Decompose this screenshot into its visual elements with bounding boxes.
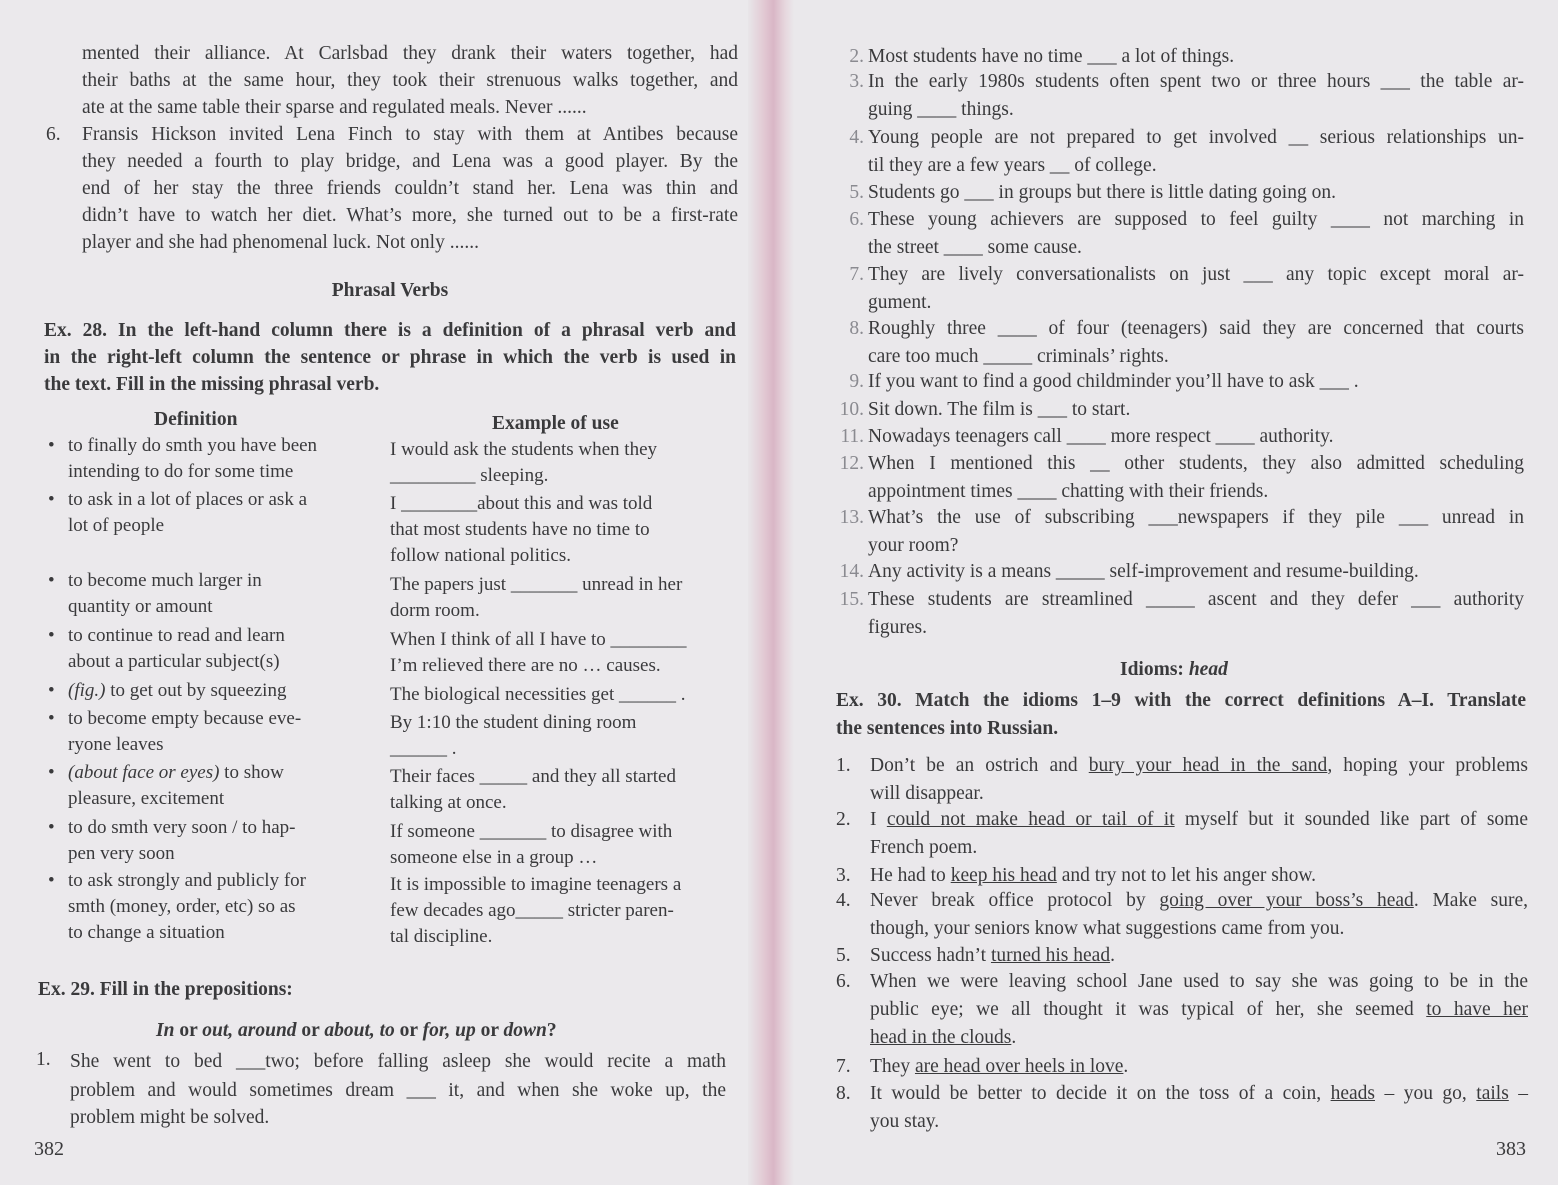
idiom-phrase: heads [1330, 1083, 1375, 1104]
item-line: What’s the use of subscribing ___newspapers if they pile ___ unread in [868, 507, 1524, 528]
idiom-number: 1. [836, 755, 851, 776]
item-number: 7. [849, 264, 864, 285]
item-1-line: problem might be solved. [70, 1107, 270, 1128]
idiom-number: 2. [836, 809, 851, 830]
idiom-number: 4. [836, 890, 851, 911]
idiom-text: and try not to let his anger show. [1056, 865, 1317, 886]
idiom-text: – you go, [1374, 1083, 1477, 1104]
example-line: I would ask the students when they [390, 439, 658, 460]
idiom-phrase: keep his head [950, 865, 1057, 886]
definition-cell [48, 568, 352, 620]
example-cell [390, 819, 726, 871]
idiom-line [870, 862, 1316, 889]
item-6-line: player and she had phenomenal luck. Not only ...... [82, 232, 479, 253]
idiom-phrase: turned his head [990, 945, 1111, 966]
idiom-text: . [1123, 1056, 1129, 1077]
bullet-icon: • [48, 489, 55, 510]
item-line: Young people are not prepared to get involved __ serious relationships un- [868, 127, 1524, 148]
column-header-definition: Definition [154, 409, 238, 430]
example-line: It is impossible to imagine teenagers a [390, 874, 682, 895]
definition-label: (fig.) [68, 680, 106, 701]
item-number: 6. [849, 209, 864, 230]
idiom-phrase: head in the clouds [870, 1027, 1012, 1048]
example-line: ______ . [390, 738, 457, 759]
definition-label: (about face or eyes) [68, 762, 220, 783]
definition-cell [48, 487, 352, 539]
idiom-line [870, 1024, 1016, 1051]
definition-line: to ask strongly and publicly for [68, 870, 306, 891]
section-heading-phrasal-verbs: Phrasal Verbs [331, 280, 449, 301]
bullet-icon: • [48, 625, 55, 646]
ex28-instruction: the text. Fill in the missing phrasal verb. [44, 374, 380, 395]
item-line: These young achievers are supposed to feel guilty ____ not marching in [868, 209, 1524, 230]
idiom-line: will disappear. [870, 783, 984, 804]
item-line: Roughly three ____ of four (teenagers) said they are concerned that courts [868, 318, 1524, 339]
bullet-icon: • [48, 435, 55, 456]
idiom-line [870, 1053, 1128, 1080]
item-number: 2. [849, 46, 864, 67]
idiom-text: . [1110, 945, 1115, 966]
bullet-icon: • [48, 570, 55, 591]
example-line: If someone _______ to disagree with [390, 821, 673, 842]
example-line: I ________about this and was told [390, 493, 653, 514]
item-number: 15. [839, 589, 864, 610]
example-line: tal discipline. [390, 926, 493, 947]
item-6-line: Fransis Hickson invited Lena Finch to stay with them at Antibes because [82, 124, 738, 145]
item-line: Any activity is a means _____ self-improvement and resume-building. [868, 561, 1419, 582]
definition-line: quantity or amount [68, 596, 213, 617]
idiom-number: 6. [836, 971, 851, 992]
item-line: gument. [868, 292, 932, 313]
idiom-text: . [1011, 1027, 1017, 1048]
definition-line: smth (money, order, etc) so as [68, 896, 296, 917]
example-cell [390, 572, 726, 624]
definition-line: pleasure, excitement [68, 788, 225, 809]
example-cell [390, 682, 726, 708]
definition-line: to ask in a lot of places or ask a [68, 489, 308, 510]
definition-line: (about face or eyes) to show [68, 762, 284, 783]
idiom-line [870, 1080, 1528, 1107]
idiom-text: When we were leaving school Jane used to say she was going to be in the [870, 971, 1528, 992]
book-spine [748, 0, 794, 1185]
page-number-left: 382 [34, 1138, 64, 1160]
page-number-right: 383 [1496, 1138, 1526, 1160]
example-line: talking at once. [390, 792, 507, 813]
idiom-phrase: going over your boss’s head [1159, 890, 1414, 911]
definition-line: to do smth very soon / to hap- [68, 817, 296, 838]
ex30-instruction: the sentences into Russian. [836, 718, 1059, 739]
item-number: 10. [839, 399, 864, 420]
item-number: 5. [849, 182, 864, 203]
idiom-text: Success hadn’t [870, 945, 991, 966]
definition-line: ryone leaves [68, 734, 164, 755]
item-line: Nowadays teenagers call ____ more respect ____ authority. [868, 426, 1334, 447]
idiom-number: 3. [836, 865, 851, 886]
ex28-instruction: Ex. 28. In the left-hand column there is a definition of a phrasal verb and [44, 320, 736, 341]
example-line: few decades ago_____ stricter paren- [390, 900, 674, 921]
idiom-line [870, 806, 1528, 833]
item-number: 4. [849, 127, 864, 148]
idiom-line [870, 887, 1528, 914]
item-number: 12. [839, 453, 864, 474]
ex28-instruction: in the right-left column the sentence or phrase in which the verb is used in [44, 347, 736, 368]
item-6-line: end of her stay the three friends couldn’t stand her. Lena was thin and [82, 178, 738, 199]
definition-line: to become empty because eve- [68, 708, 302, 729]
item-number: 1. [36, 1049, 51, 1070]
idiom-number: 8. [836, 1083, 851, 1104]
idiom-line [870, 942, 1115, 969]
item-line: These students are streamlined _____ ascent and they defer ___ authority [868, 589, 1524, 610]
item-number: 13. [839, 507, 864, 528]
item-6-line: they needed a fourth to play bridge, and Lena was a good player. By the [82, 151, 738, 172]
idiom-line: though, your seniors know what suggestions came from you. [870, 918, 1345, 939]
item-line: They are lively conversationalists on just ___ any topic except moral ar- [868, 264, 1524, 285]
example-line: that most students have no time to [390, 519, 650, 540]
item-line: Sit down. The film is ___ to start. [868, 399, 1131, 420]
item-1-line: problem and would sometimes dream ___ it, and when she woke up, the [70, 1080, 726, 1101]
definition-line: about a particular subject(s) [68, 651, 280, 672]
example-cell [390, 491, 726, 569]
example-cell [390, 437, 726, 489]
idiom-phrase: are head over heels in love [914, 1056, 1124, 1077]
example-cell [390, 872, 726, 950]
example-cell [390, 764, 726, 816]
idiom-number: 7. [836, 1056, 851, 1077]
example-line: The papers just _______ unread in her [390, 574, 683, 595]
item-line: guing ____ things. [868, 99, 1014, 120]
continuation-line: ate at the same table their sparse and regulated meals. Never ...... [82, 97, 587, 118]
definition-line: intending to do for some time [68, 461, 294, 482]
example-line: The biological necessities get ______ . [390, 684, 686, 705]
example-line: someone else in a group … [390, 847, 598, 868]
definition-line: to continue to read and learn [68, 625, 285, 646]
item-line: When I mentioned this __ other students, they also admitted scheduling [868, 453, 1524, 474]
idiom-number: 5. [836, 945, 851, 966]
idiom-text: , hoping your problems [1327, 755, 1528, 776]
example-line: When I think of all I have to ________ [390, 629, 687, 650]
item-number: 14. [839, 561, 864, 582]
item-6-line: didn’t have to watch her diet. What’s more, she turned out to be a first-rate [82, 205, 738, 226]
item-line: care too much _____ criminals’ rights. [868, 346, 1169, 367]
idiom-text: – [1508, 1083, 1529, 1104]
continuation-line: mented their alliance. At Carlsbad they drank their waters together, had [82, 43, 738, 64]
example-line: dorm room. [390, 600, 480, 621]
bullet-icon: • [48, 762, 55, 783]
bullet-icon: • [48, 680, 55, 701]
idiom-phrase: to have her [1426, 999, 1528, 1020]
idiom-line [870, 968, 1528, 995]
item-line: appointment times ____ chatting with their friends. [868, 481, 1269, 502]
ex29-instruction: Ex. 29. Fill in the prepositions: [38, 979, 293, 1000]
idiom-line: French poem. [870, 837, 978, 858]
definition-line: to become much larger in [68, 570, 262, 591]
item-line: the street ____ some cause. [868, 237, 1082, 258]
item-line: til they are a few years __ of college. [868, 155, 1157, 176]
bullet-icon: • [48, 817, 55, 838]
item-line: If you want to find a good childminder you’ll have to ask ___ . [868, 371, 1359, 392]
idiom-phrase: bury your head in the sand [1088, 755, 1328, 776]
idiom-text: Never break office protocol by [870, 890, 1160, 911]
idiom-text: They [870, 1056, 915, 1077]
continuation-line: their baths at the same hour, they took their strenuous walks together, and [82, 70, 738, 91]
item-number: 9. [849, 371, 864, 392]
ex29-subtitle: In or out, around or about, to or for, up or down? [156, 1020, 557, 1041]
idiom-phrase: tails [1476, 1083, 1509, 1104]
idiom-text: . Make sure, [1413, 890, 1528, 911]
example-line: follow national politics. [390, 545, 572, 566]
idiom-text: myself but it sounded like part of some [1174, 809, 1528, 830]
example-line: Their faces _____ and they all started [390, 766, 676, 787]
example-line: I’m relieved there are no … causes. [390, 655, 661, 676]
item-number: 3. [849, 71, 864, 92]
idiom-phrase: could not make head or tail of it [886, 809, 1175, 830]
definition-line: lot of people [68, 515, 165, 536]
definition-line: (fig.) to get out by squeezing [68, 680, 287, 701]
item-1-line: She went to bed ___two; before falling asleep she would recite a math [70, 1051, 726, 1072]
idiom-line [870, 996, 1528, 1023]
item-line: Most students have no time ___ a lot of things. [868, 46, 1235, 67]
ex30-instruction: Ex. 30. Match the idioms 1–9 with the correct definitions A–I. Translate [836, 690, 1526, 711]
definition-line: pen very soon [68, 843, 175, 864]
definition-cell [48, 760, 352, 812]
idiom-line [870, 752, 1528, 779]
idiom-text: public eye; we all thought it was typical of her, she seemed [870, 999, 1427, 1020]
item-number: 6. [46, 124, 61, 145]
idiom-text: I [870, 809, 887, 830]
item-line: In the early 1980s students often spent two or three hours ___ the table ar- [868, 71, 1524, 92]
column-header-example: Example of use [492, 413, 619, 434]
definition-line: to change a situation [68, 922, 225, 943]
definition-cell [48, 706, 352, 758]
definition-cell [48, 678, 352, 704]
section-heading-idioms: Idioms: head [1120, 659, 1228, 680]
idiom-text: It would be better to decide it on the toss of a coin, [870, 1083, 1331, 1104]
idiom-line: you stay. [870, 1111, 940, 1132]
item-line: your room? [868, 535, 959, 556]
item-number: 11. [840, 426, 864, 447]
idiom-text: He had to [870, 865, 951, 886]
item-line: Students go ___ in groups but there is little dating going on. [868, 182, 1336, 203]
definition-cell [48, 623, 352, 675]
definition-cell [48, 433, 352, 485]
item-number: 8. [849, 318, 864, 339]
definition-line: to finally do smth you have been [68, 435, 318, 456]
example-cell [390, 627, 726, 679]
bullet-icon: • [48, 708, 55, 729]
item-line: figures. [868, 617, 928, 638]
definition-cell [48, 868, 352, 946]
example-line: _________ sleeping. [390, 465, 549, 486]
example-line: By 1:10 the student dining room [390, 712, 637, 733]
bullet-icon: • [48, 870, 55, 891]
example-cell [390, 710, 726, 762]
definition-cell [48, 815, 352, 867]
idiom-text: Don’t be an ostrich and [870, 755, 1089, 776]
